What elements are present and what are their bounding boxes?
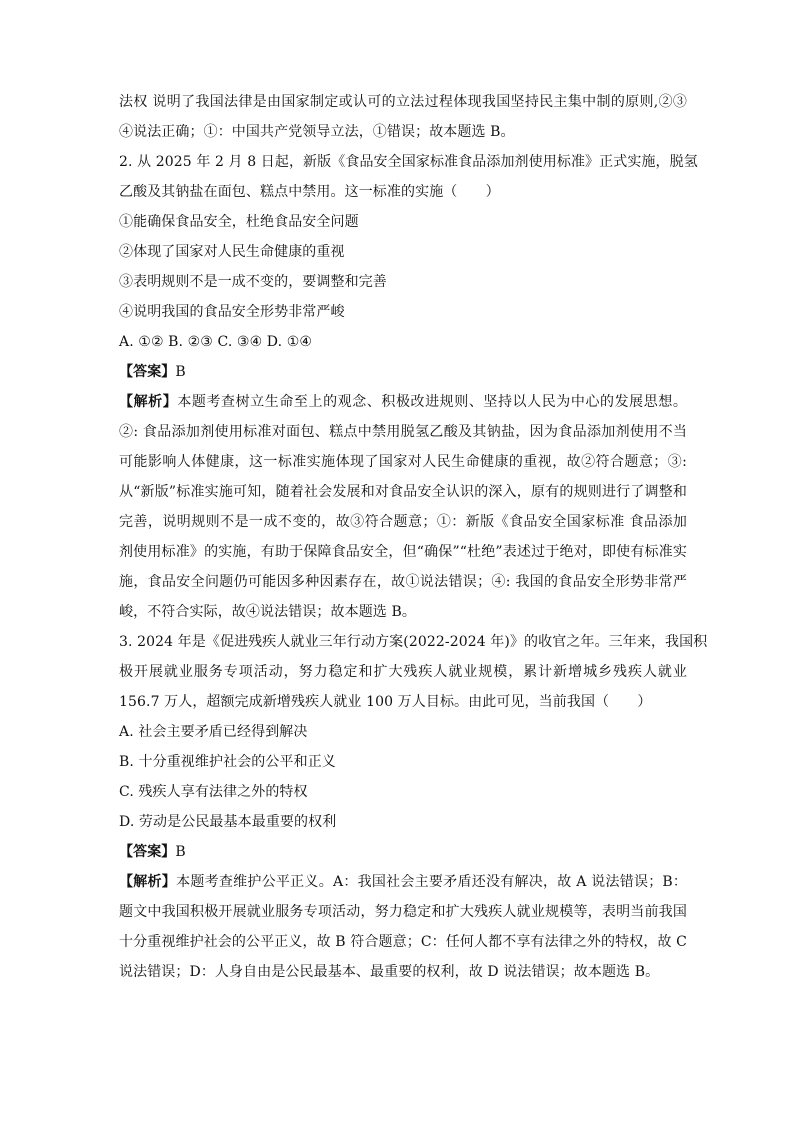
analysis-text: 本题考查树立生命至上的观念、积极改进规则、坚持以人民为中心的发展思想。	[177, 394, 687, 410]
answer-value: B	[175, 844, 186, 860]
question-3-stem: 156.7 万人，超额完成新增残疾人就业 100 万人目标。由此可见，当前我国（ ）	[119, 694, 652, 710]
analysis-label: 【解析】	[119, 394, 178, 410]
answer-value: B	[175, 364, 186, 380]
question-2-analysis	[119, 395, 687, 409]
question-3-option-c: C. 残疾人享有法律之外的特权	[119, 784, 308, 800]
question-2-analysis: 剂使用标准》的实施，有助于保障食品安全，但“确保”“杜绝”表述过于绝对，即使有标准实	[119, 544, 687, 560]
question-3-stem: 3. 2024 年是《促进残疾人就业三年行动方案(2022-2024 年)》的收官之年。三年来，我国积	[119, 634, 708, 650]
question-2-options: A. ①② B. ②③ C. ③④ D. ①④	[119, 334, 312, 350]
question-2-analysis: 施，食品安全问题仍可能因多种因素存在，故①说法错误；④: 我国的食品安全形势非常严	[119, 574, 687, 590]
question-3-option-a: A. 社会主要矛盾已经得到解决	[119, 724, 308, 740]
question-2-stem: 乙酸及其钠盐在面包、糕点中禁用。这一标准的实施（ ）	[119, 184, 500, 200]
question-3-answer	[119, 845, 687, 859]
question-2-analysis: 从“新版”标准实施可知，随着社会发展和对食品安全认识的深入，原有的规则进行了调整和	[119, 484, 687, 500]
question-2-statement: ②体现了国家对人民生命健康的重视	[119, 244, 345, 260]
question-3-analysis: 题文中我国积极开展就业服务专项活动，努力稳定和扩大残疾人就业规模等，表明当前我国	[119, 904, 687, 920]
analysis-label: 【解析】	[119, 874, 177, 890]
question-3-option-d: D. 劳动是公民最基本最重要的权利	[119, 814, 337, 830]
question-2-analysis: 完善，说明规则不是一成不变的，故③符合题意；①：新版《食品安全国家标准 食品添加	[119, 514, 687, 530]
answer-label: 【答案】	[119, 844, 176, 860]
analysis-text: 本题考查维护公平正义。A：我国社会主要矛盾还没有解决，故 A 说法错误；B：	[176, 874, 687, 890]
question-3-analysis: 十分重视维护社会的公平正义，故 B 符合题意；C：任何人都不享有法律之外的特权，故 C	[119, 934, 687, 950]
question-2-stem: 2. 从 2025 年 2 月 8 日起，新版《食品安全国家标准食品添加剂使用标准》正式实施，脱氢	[119, 154, 698, 170]
question-3-analysis: 说法错误；D：人身自由是公民最基本、最重要的权利，故 D 说法错误；故本题选 B。	[119, 964, 660, 980]
question-2-analysis: ②: 食品添加剂使用标准对面包、糕点中禁用脱氢乙酸及其钠盐，因为食品添加剂使用不当	[119, 424, 687, 440]
question-2-analysis: 峻，不符合实际，故④说法错误；故本题选 B。	[119, 604, 416, 620]
answer-label: 【答案】	[119, 364, 176, 380]
document-page	[119, 94, 708, 995]
question-3-analysis	[119, 875, 687, 889]
question-2-answer	[119, 365, 687, 379]
question-3-stem: 极开展就业服务专项活动，努力稳定和扩大残疾人就业规模，累计新增城乡残疾人就业	[119, 664, 687, 680]
question-2-analysis: 可能影响人体健康，这一标准实施体现了国家对人民生命健康的重视，故②符合题意；③:	[119, 454, 687, 470]
question-2-statement: ④说明我国的食品安全形势非常严峻	[119, 304, 345, 320]
text-line: 法权 说明了我国法律是由国家制定或认可的立法过程体现我国坚持民主集中制的原则,②③	[119, 94, 687, 110]
question-2-statement: ①能确保食品安全，杜绝食品安全问题	[119, 214, 359, 230]
question-2-statement: ③表明规则不是一成不变的，要调整和完善	[119, 274, 387, 290]
text-line: ④说法正确；①：中国共产党领导立法，①错误；故本题选 B。	[119, 124, 515, 140]
question-3-option-b: B. 十分重视维护社会的公平和正义	[119, 754, 336, 770]
